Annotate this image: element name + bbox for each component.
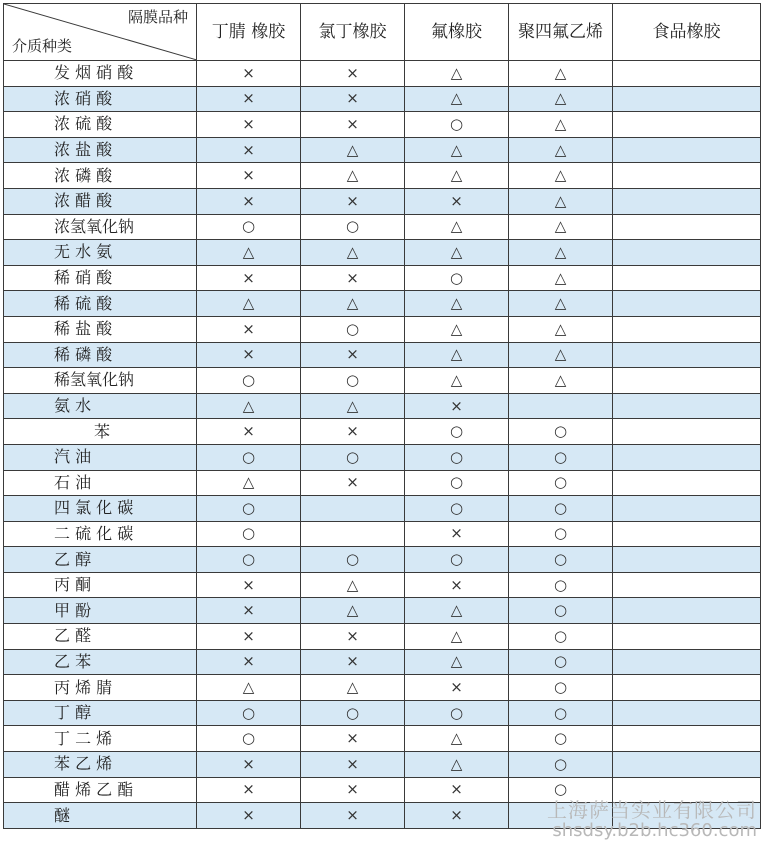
- rating-cell: ×: [301, 342, 405, 368]
- rating-cell: ○: [509, 675, 613, 701]
- rating-cell: △: [405, 291, 509, 317]
- table-row: [4, 214, 761, 240]
- rating-cell: ×: [405, 393, 509, 419]
- table-row: [4, 368, 761, 394]
- rating-cell: [613, 649, 761, 675]
- table-row: [4, 393, 761, 419]
- medium-cell: 甲 酚: [4, 598, 197, 624]
- rating-cell: △: [405, 137, 509, 163]
- rating-cell: ×: [301, 649, 405, 675]
- medium-cell: 浓 醋 酸: [4, 188, 197, 214]
- rating-cell: ○: [509, 419, 613, 445]
- rating-cell: ○: [405, 444, 509, 470]
- rating-cell: ×: [197, 316, 301, 342]
- medium-cell: 浓 硫 酸: [4, 112, 197, 138]
- rating-cell: ○: [405, 112, 509, 138]
- rating-cell: △: [301, 675, 405, 701]
- rating-cell: [613, 675, 761, 701]
- table-row: [4, 752, 761, 778]
- medium-type-label: 介质种类: [12, 37, 73, 55]
- rating-cell: △: [509, 368, 613, 394]
- rating-cell: △: [405, 649, 509, 675]
- rating-cell: ○: [509, 521, 613, 547]
- rating-cell: ×: [197, 265, 301, 291]
- rating-cell: ○: [197, 368, 301, 394]
- rating-cell: △: [301, 393, 405, 419]
- table-row: [4, 572, 761, 598]
- rating-cell: ×: [197, 137, 301, 163]
- rating-cell: ○: [509, 598, 613, 624]
- rating-cell: △: [509, 240, 613, 266]
- rating-cell: ×: [301, 752, 405, 778]
- medium-cell: 醚: [4, 803, 197, 829]
- table-row: [4, 61, 761, 87]
- table-row: [4, 137, 761, 163]
- rating-cell: [613, 700, 761, 726]
- rating-cell: ×: [405, 803, 509, 829]
- compatibility-table: [3, 3, 761, 829]
- rating-cell: ○: [509, 547, 613, 573]
- rating-cell: ○: [301, 700, 405, 726]
- table-row: [4, 444, 761, 470]
- table-row: [4, 700, 761, 726]
- rating-cell: [613, 624, 761, 650]
- rating-cell: [301, 521, 405, 547]
- rating-cell: ○: [405, 265, 509, 291]
- rating-cell: ×: [301, 726, 405, 752]
- medium-cell: 乙 苯: [4, 649, 197, 675]
- rating-cell: ×: [197, 419, 301, 445]
- rating-cell: ○: [301, 444, 405, 470]
- rating-cell: ×: [301, 624, 405, 650]
- rating-cell: ×: [301, 86, 405, 112]
- rating-cell: ○: [301, 316, 405, 342]
- medium-cell: 稀 盐 酸: [4, 316, 197, 342]
- rating-cell: ×: [197, 342, 301, 368]
- medium-cell: 苯 乙 烯: [4, 752, 197, 778]
- rating-cell: △: [509, 163, 613, 189]
- medium-cell: 浓氢氧化钠: [4, 214, 197, 240]
- rating-cell: [613, 419, 761, 445]
- rating-cell: △: [405, 342, 509, 368]
- rating-cell: [613, 342, 761, 368]
- rating-cell: ○: [405, 419, 509, 445]
- medium-cell: 发 烟 硝 酸: [4, 61, 197, 87]
- rating-cell: ○: [509, 752, 613, 778]
- table-row: [4, 470, 761, 496]
- rating-cell: ×: [197, 61, 301, 87]
- rating-cell: [613, 86, 761, 112]
- rating-cell: [613, 291, 761, 317]
- diaphragm-type-label: 隔膜品种: [127, 8, 188, 26]
- table-row: [4, 496, 761, 522]
- medium-cell: 石 油: [4, 470, 197, 496]
- table-row: [4, 188, 761, 214]
- rating-cell: [613, 240, 761, 266]
- medium-cell: 稀 硝 酸: [4, 265, 197, 291]
- corner-header-cell: [4, 4, 197, 61]
- rating-cell: [613, 726, 761, 752]
- rating-cell: △: [509, 342, 613, 368]
- rating-cell: △: [405, 163, 509, 189]
- rating-cell: ○: [509, 777, 613, 803]
- rating-cell: [613, 572, 761, 598]
- rating-cell: [613, 521, 761, 547]
- rating-cell: ○: [197, 521, 301, 547]
- rating-cell: ○: [301, 547, 405, 573]
- rating-cell: ○: [405, 547, 509, 573]
- rating-cell: ×: [197, 86, 301, 112]
- table-row: [4, 291, 761, 317]
- header-fluororubber: 氟橡胶: [405, 4, 509, 61]
- table-row: [4, 316, 761, 342]
- medium-cell: 乙 醇: [4, 547, 197, 573]
- rating-cell: △: [509, 265, 613, 291]
- medium-cell: 汽 油: [4, 444, 197, 470]
- rating-cell: ×: [405, 777, 509, 803]
- rating-cell: [613, 496, 761, 522]
- medium-cell: 浓 盐 酸: [4, 137, 197, 163]
- table-row: [4, 112, 761, 138]
- rating-cell: △: [509, 214, 613, 240]
- rating-cell: [613, 214, 761, 240]
- table-row: [4, 419, 761, 445]
- table-row: [4, 240, 761, 266]
- rating-cell: △: [197, 470, 301, 496]
- rating-cell: ×: [197, 188, 301, 214]
- medium-cell: 丙 酮: [4, 572, 197, 598]
- header-ptfe: 聚四氟乙烯: [509, 4, 613, 61]
- rating-cell: [613, 61, 761, 87]
- table-row: [4, 521, 761, 547]
- rating-cell: ×: [405, 521, 509, 547]
- rating-cell: ×: [301, 470, 405, 496]
- rating-cell: ×: [301, 112, 405, 138]
- table-row: [4, 163, 761, 189]
- medium-cell: 稀氢氧化钠: [4, 368, 197, 394]
- rating-cell: ×: [197, 624, 301, 650]
- rating-cell: ×: [197, 803, 301, 829]
- rating-cell: [509, 393, 613, 419]
- site-watermark: shsdsy.b2b.hc360.com: [552, 820, 757, 841]
- header-food-rubber: 食品橡胶: [613, 4, 761, 61]
- rating-cell: ×: [405, 572, 509, 598]
- rating-cell: ○: [197, 214, 301, 240]
- table-row: [4, 649, 761, 675]
- rating-cell: ○: [197, 444, 301, 470]
- rating-cell: ×: [197, 112, 301, 138]
- medium-cell: 丁 二 烯: [4, 726, 197, 752]
- header-nbr: 丁腈 橡胶: [197, 4, 301, 61]
- medium-cell: 醋 烯 乙 酯: [4, 777, 197, 803]
- rating-cell: △: [301, 291, 405, 317]
- medium-cell: 稀 磷 酸: [4, 342, 197, 368]
- rating-cell: ○: [509, 726, 613, 752]
- rating-cell: △: [509, 61, 613, 87]
- rating-cell: △: [301, 137, 405, 163]
- rating-cell: ×: [197, 598, 301, 624]
- medium-cell: 丁 醇: [4, 700, 197, 726]
- rating-cell: ○: [197, 496, 301, 522]
- rating-cell: ○: [509, 444, 613, 470]
- medium-cell: 浓 硝 酸: [4, 86, 197, 112]
- rating-cell: △: [301, 572, 405, 598]
- rating-cell: △: [405, 61, 509, 87]
- header-neoprene: 氯丁橡胶: [301, 4, 405, 61]
- rating-cell: △: [509, 188, 613, 214]
- medium-cell: 无 水 氨: [4, 240, 197, 266]
- rating-cell: △: [509, 112, 613, 138]
- rating-cell: [613, 444, 761, 470]
- rating-cell: ○: [197, 726, 301, 752]
- rating-cell: ×: [405, 188, 509, 214]
- rating-cell: △: [405, 624, 509, 650]
- rating-cell: [613, 316, 761, 342]
- rating-cell: [301, 496, 405, 522]
- rating-cell: [613, 265, 761, 291]
- rating-cell: [613, 470, 761, 496]
- table-row: [4, 675, 761, 701]
- rating-cell: △: [301, 240, 405, 266]
- rating-cell: [613, 112, 761, 138]
- rating-cell: ×: [197, 163, 301, 189]
- table-row: [4, 342, 761, 368]
- rating-cell: △: [405, 368, 509, 394]
- rating-cell: ○: [509, 470, 613, 496]
- rating-cell: ○: [509, 496, 613, 522]
- rating-cell: [613, 393, 761, 419]
- rating-cell: ○: [301, 368, 405, 394]
- rating-cell: ○: [509, 700, 613, 726]
- rating-cell: △: [509, 137, 613, 163]
- rating-cell: △: [405, 726, 509, 752]
- rating-cell: △: [301, 163, 405, 189]
- rating-cell: ×: [197, 649, 301, 675]
- table-row: [4, 624, 761, 650]
- rating-cell: [613, 137, 761, 163]
- rating-cell: ×: [197, 572, 301, 598]
- rating-cell: [613, 188, 761, 214]
- rating-cell: ×: [197, 777, 301, 803]
- rating-cell: ×: [301, 61, 405, 87]
- rating-cell: △: [197, 240, 301, 266]
- medium-cell: 丙 烯 腈: [4, 675, 197, 701]
- rating-cell: ○: [197, 547, 301, 573]
- rating-cell: △: [197, 675, 301, 701]
- rating-cell: △: [405, 316, 509, 342]
- table-row: [4, 86, 761, 112]
- company-watermark: 上海萨当实业有限公司: [547, 798, 757, 822]
- medium-cell: 苯: [4, 419, 197, 445]
- rating-cell: ○: [301, 214, 405, 240]
- rating-cell: △: [197, 393, 301, 419]
- rating-cell: △: [197, 291, 301, 317]
- rating-cell: ×: [301, 803, 405, 829]
- medium-cell: 浓 磷 酸: [4, 163, 197, 189]
- rating-cell: △: [405, 214, 509, 240]
- rating-cell: [613, 547, 761, 573]
- rating-cell: ×: [301, 265, 405, 291]
- medium-cell: 氨 水: [4, 393, 197, 419]
- rating-cell: ×: [197, 752, 301, 778]
- rating-cell: ○: [197, 700, 301, 726]
- table-row: [4, 726, 761, 752]
- rating-cell: ○: [405, 700, 509, 726]
- rating-cell: [613, 752, 761, 778]
- rating-cell: ○: [405, 470, 509, 496]
- rating-cell: △: [509, 86, 613, 112]
- table-row: [4, 547, 761, 573]
- rating-cell: △: [509, 291, 613, 317]
- rating-cell: ×: [301, 188, 405, 214]
- rating-cell: ○: [509, 572, 613, 598]
- rating-cell: ○: [509, 624, 613, 650]
- medium-cell: 二 硫 化 碳: [4, 521, 197, 547]
- rating-cell: △: [405, 598, 509, 624]
- rating-cell: ×: [301, 777, 405, 803]
- rating-cell: △: [405, 240, 509, 266]
- rating-cell: [613, 598, 761, 624]
- header-row: [4, 4, 761, 61]
- rating-cell: △: [405, 86, 509, 112]
- table-row: [4, 598, 761, 624]
- rating-cell: △: [301, 598, 405, 624]
- table-row: [4, 265, 761, 291]
- rating-cell: [613, 368, 761, 394]
- medium-cell: 稀 硫 酸: [4, 291, 197, 317]
- medium-cell: 四 氯 化 碳: [4, 496, 197, 522]
- medium-cell: 乙 醛: [4, 624, 197, 650]
- rating-cell: ×: [405, 675, 509, 701]
- rating-cell: ○: [405, 496, 509, 522]
- rating-cell: ×: [301, 419, 405, 445]
- rating-cell: △: [509, 316, 613, 342]
- rating-cell: △: [405, 752, 509, 778]
- rating-cell: ○: [509, 649, 613, 675]
- rating-cell: [613, 163, 761, 189]
